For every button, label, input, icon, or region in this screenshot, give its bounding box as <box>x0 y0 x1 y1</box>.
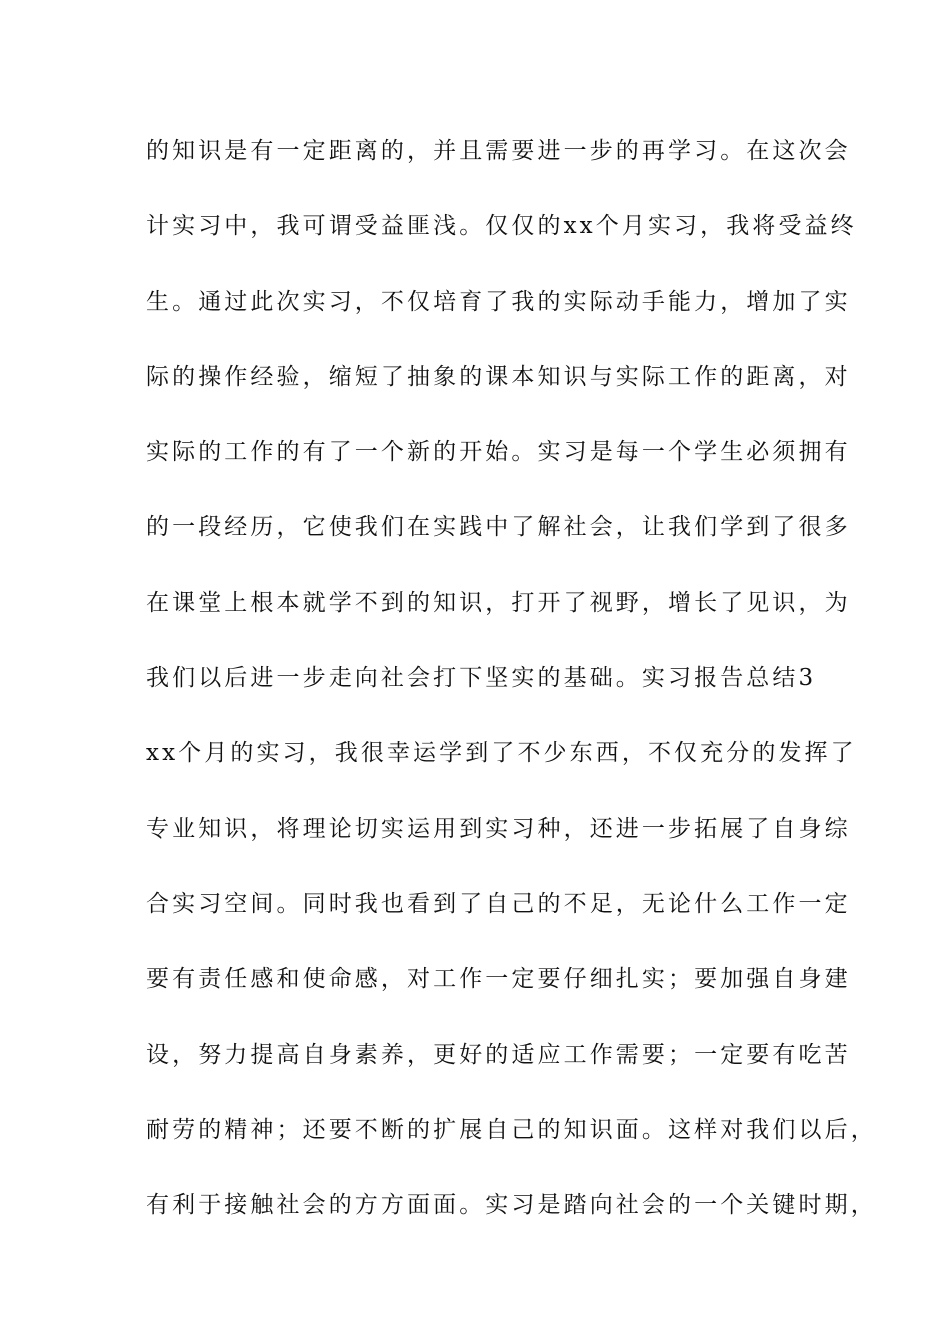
text-line: 实际的工作的有了一个新的开始。实习是每一个学生必须拥有 <box>146 439 851 466</box>
text-line: 耐劳的精神；还要不断的扩展自己的知识面。这样对我们以后， <box>146 1116 877 1143</box>
text-line: 计实习中，我可谓受益匪浅。仅仅的xx个月实习，我将受益终 <box>146 213 857 240</box>
text-line: 的知识是有一定距离的，并且需要进一步的再学习。在这次会 <box>146 138 851 164</box>
text-line: 专业知识，将理论切实运用到实习种，还进一步拓展了自身综 <box>146 815 851 842</box>
text-line: 我们以后进一步走向社会打下坚实的基础。实习报告总结3 <box>146 665 817 692</box>
text-line: 有利于接触社会的方方面面。实习是踏向社会的一个关键时期， <box>146 1192 877 1219</box>
text-line: 合实习空间。同时我也看到了自己的不足，无论什么工作一定 <box>146 890 851 917</box>
text-line: 生。通过此次实习，不仅培育了我的实际动手能力，增加了实 <box>146 288 851 315</box>
text-line: 要有责任感和使命感，对工作一定要仔细扎实；要加强自身建 <box>146 966 851 993</box>
text-line: 的一段经历，它使我们在实践中了解社会，让我们学到了很多 <box>146 514 851 541</box>
text-line: xx个月的实习，我很幸运学到了不少东西，不仅充分的发挥了 <box>146 740 857 767</box>
text-line: 设，努力提高自身素养，更好的适应工作需要；一定要有吃苦 <box>146 1041 851 1068</box>
text-line: 际的操作经验，缩短了抽象的课本知识与实际工作的距离，对 <box>146 363 851 390</box>
body-text <box>146 132 877 1261</box>
text-line: 在课堂上根本就学不到的知识，打开了视野，增长了见识，为 <box>146 589 851 616</box>
